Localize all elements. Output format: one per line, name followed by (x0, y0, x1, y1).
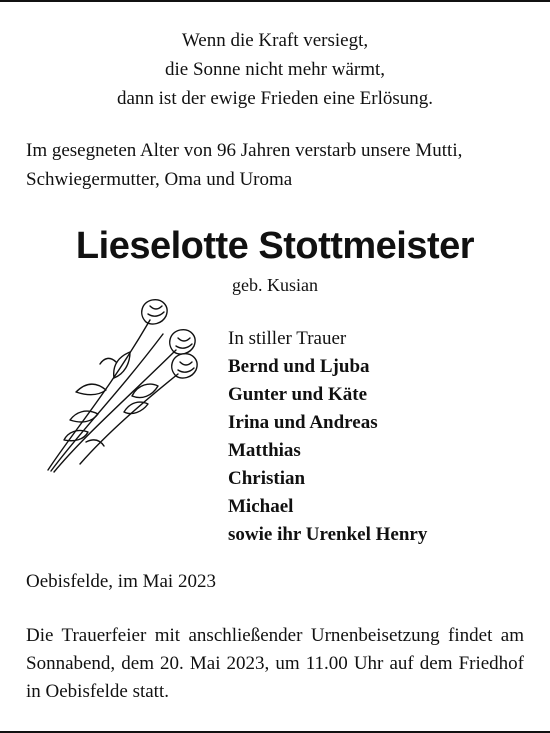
roses-icon (28, 292, 228, 478)
top-border (0, 0, 550, 2)
birth-name: geb. Kusian (232, 275, 318, 295)
mourners-list (228, 325, 528, 549)
deceased-name: Lieselotte Stottmeister (75, 225, 475, 267)
mourner-name: Christian (228, 468, 306, 489)
poem (0, 26, 550, 113)
poem-line: Wenn die Kraft versiegt, (181, 30, 369, 51)
funeral-service-info: Die Trauerfeier mit anschließender Urnenbeisetzung findet am Sonnabend, dem 20. Mai 2023, um 11.00 Uhr auf dem Friedhof in Oebisfelde statt. (26, 625, 524, 702)
intro-line: Schwiegermutter, Oma und Uroma (26, 169, 293, 190)
mourner-name: Michael (228, 496, 294, 517)
mourner-name: Irina und Andreas (228, 412, 378, 433)
poem-line: dann ist der ewige Frieden eine Erlösung. (116, 88, 434, 109)
intro-line: Im gesegneten Alter von 96 Jahren verstarb unsere Mutti, (26, 140, 463, 161)
mourner-name: Gunter und Käte (228, 384, 368, 405)
mourner-name: Bernd und Ljuba (228, 356, 370, 377)
intro-text (26, 136, 536, 194)
mourner-name: sowie ihr Urenkel Henry (228, 524, 428, 545)
mourner-name: Matthias (228, 440, 301, 461)
place-date: Oebisfelde, im Mai 2023 (26, 571, 216, 592)
poem-line: die Sonne nicht mehr wärmt, (164, 59, 386, 80)
mourners-heading: In stiller Trauer (228, 328, 347, 349)
